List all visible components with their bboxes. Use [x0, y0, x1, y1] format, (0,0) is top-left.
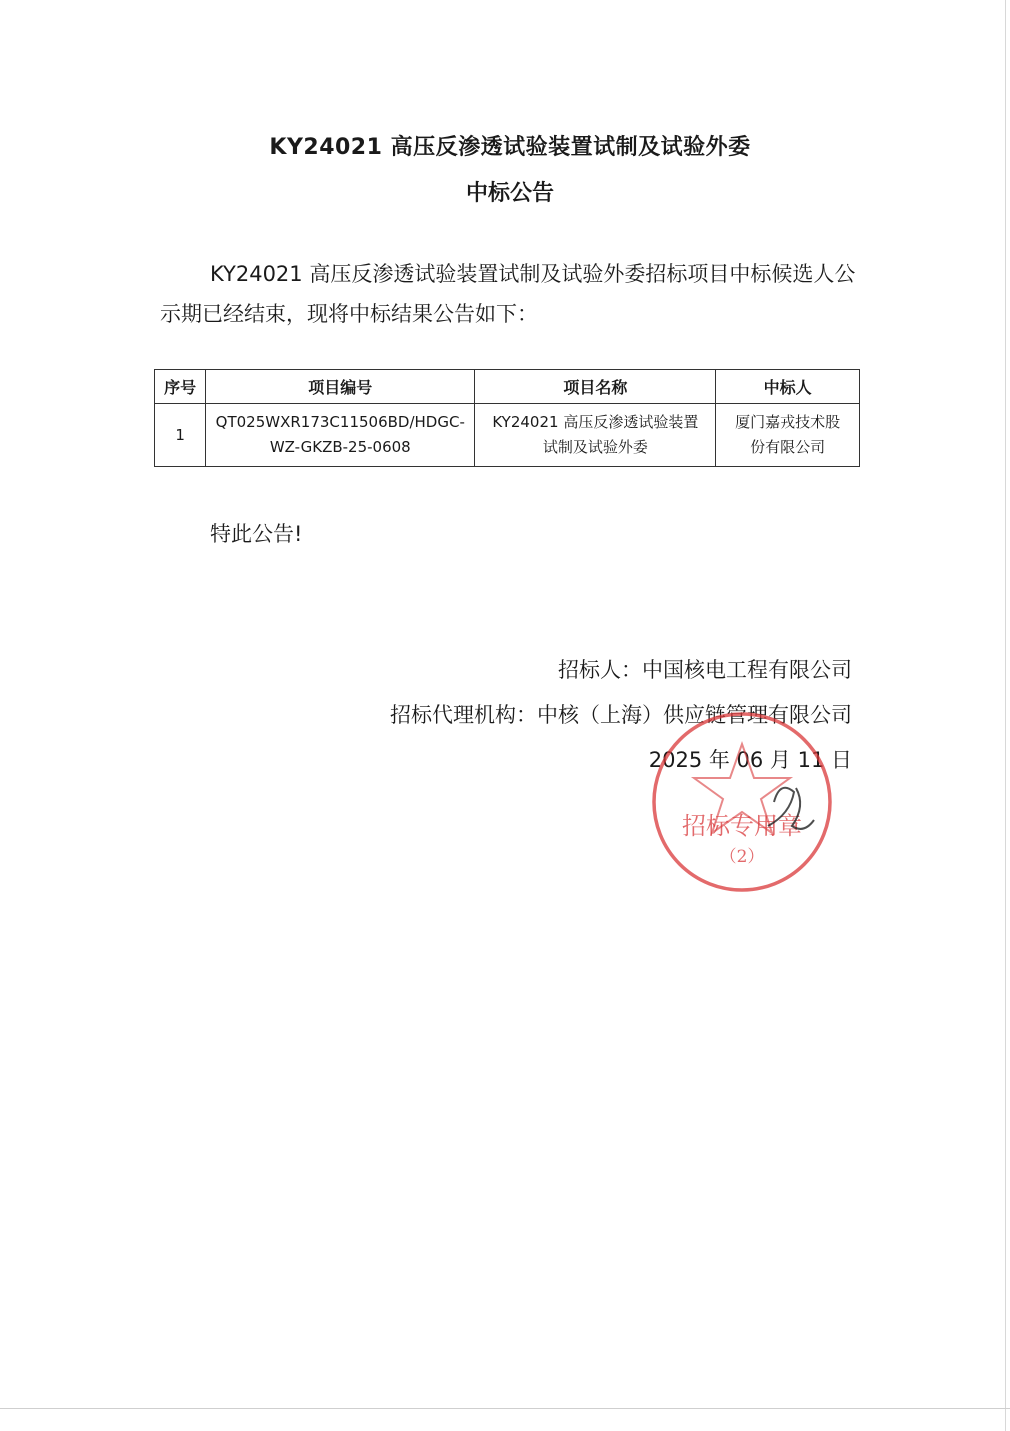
cell-project-name — [475, 404, 716, 467]
intro-paragraph: KY24021 高压反渗透试验装置试制及试验外委招标项目中标候选人公示期已经结束，现将中标结果公告如下： — [160, 262, 856, 326]
seal-center-text: 招标专用章 — [682, 812, 802, 840]
table-row — [155, 404, 860, 467]
cell-project-code — [206, 404, 475, 467]
header-seq: 序号 — [155, 370, 206, 404]
header-winner: 中标人 — [716, 370, 860, 404]
cell-seq: 1 — [155, 404, 206, 467]
announcement-date: 2025 年 06 月 11 日 — [648, 748, 852, 772]
company-seal — [646, 706, 838, 898]
winner-line1: 厦门嘉戎技术股 — [735, 413, 841, 431]
result-table — [154, 369, 860, 467]
document-title: KY24021 高压反渗透试验装置试制及试验外委 — [269, 135, 751, 160]
project-name-line2: 试制及试验外委 — [542, 438, 648, 456]
closing-remark: 特此公告! — [210, 522, 303, 546]
agency-signature: 招标代理机构：中核（上海）供应链管理有限公司 — [390, 703, 852, 727]
seal-number: （2） — [719, 847, 765, 867]
page-edge-right — [1005, 0, 1006, 1431]
cell-winner — [716, 404, 860, 467]
project-name-line1: KY24021 高压反渗透试验装置 — [492, 413, 699, 431]
header-project-name: 项目名称 — [475, 370, 716, 404]
winner-line2: 份有限公司 — [750, 438, 826, 456]
tenderer-signature: 招标人：中国核电工程有限公司 — [558, 658, 852, 682]
document-subtitle: 中标公告 — [465, 181, 554, 206]
header-project-code: 项目编号 — [206, 370, 475, 404]
table-header-row — [155, 370, 860, 404]
project-code-line1: QT025WXR173C11506BD/HDGC- — [215, 413, 465, 431]
page-edge-bottom — [0, 1408, 1010, 1409]
project-code-line2: WZ-GKZB-25-0608 — [269, 438, 411, 456]
